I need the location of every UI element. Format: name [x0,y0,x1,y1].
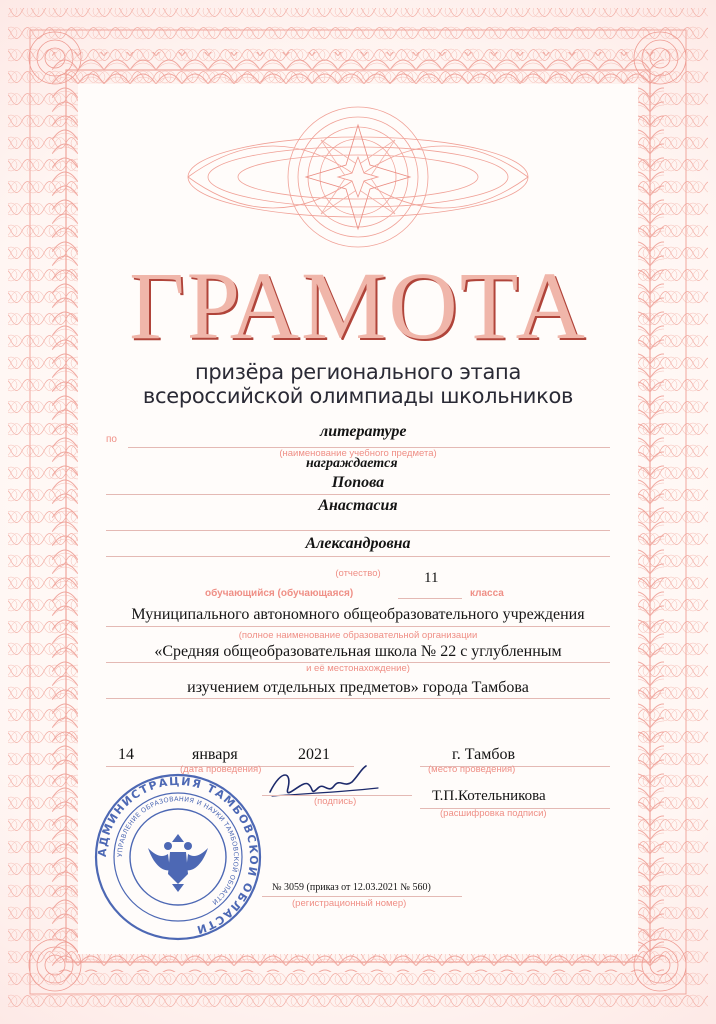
school-caption: (полное наименование образовательной организации [238,630,478,641]
double-headed-eagle-emblem [148,834,208,892]
rosette-ornament [178,95,538,260]
grade-value: 11 [424,570,439,586]
subtitle-line-2: всероссийской олимпиады школьников [142,384,574,408]
patronymic-value: Александровна [305,535,411,552]
subject-prefix: по [106,434,117,445]
school-line-3: изучением отдельных предметов» города Тамбова [187,679,529,696]
subject-value: литературе [320,423,407,440]
location-caption: и её местонахождение) [306,663,410,674]
patronymic-caption: (отчество) [335,568,381,579]
place-caption: (место проведения) [428,764,516,775]
date-year: 2021 [298,746,330,763]
registration-number: № 3059 (приказ от 12.03.2021 № 560) [272,882,431,893]
awarded-label: награждается [306,456,398,471]
place-value: г. Тамбов [452,746,516,763]
stamp-inner-text: УПРАВЛЕНИЕ ОБРАЗОВАНИЯ И НАУКИ ТАМБОВСКОЙ ОБЛАСТИ [115,794,241,907]
surname-line [106,494,610,495]
signatory-caption: (расшифровка подписи) [440,808,547,819]
signatory-name: Т.П.Котельникова [432,788,546,804]
date-day: 14 [118,746,134,763]
stamp-outer-text: АДМИНИСТРАЦИЯ ТАМБОВСКОЙ ОБЛАСТИ [95,774,261,937]
school-line-1: Муниципального автономного общеобразовательного учреждения [131,606,585,623]
school-line-1-rule [106,626,610,627]
first-name-value: Анастасия [318,497,398,514]
signature-caption: (подпись) [314,796,357,807]
registration-line [262,896,462,897]
school-line-2: «Средняя общеобразовательная школа № 22 с углубленным [154,643,562,660]
grade-label: класса [470,588,504,599]
surname-value: Попова [331,474,385,491]
school-line-3-rule [106,698,610,699]
date-month: января [192,746,238,763]
official-stamp [93,772,263,942]
subject-caption: (наименование учебного предмета) [279,448,437,459]
subtitle-line-1: призёра регионального этапа [194,360,522,384]
student-label: обучающийся (обучающаяся) [205,588,354,599]
registration-caption: (регистрационный номер) [292,898,407,909]
patronymic-line [106,556,610,557]
grade-line [398,598,462,599]
date-caption: (дата проведения) [180,764,262,775]
diploma-title: ГРАМОТА [129,252,587,359]
first-name-line [106,530,610,531]
